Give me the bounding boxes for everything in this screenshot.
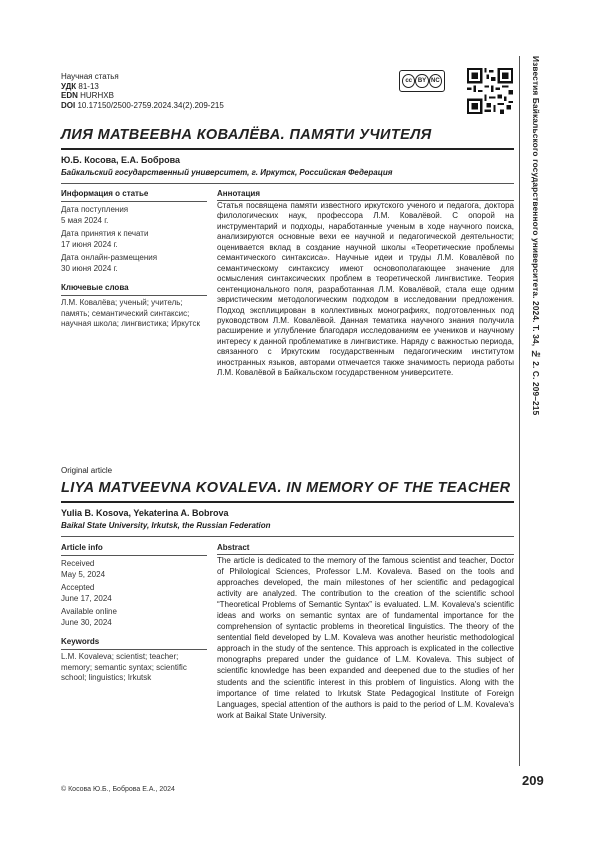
en-title-divider	[61, 501, 514, 503]
ru-keywords: Л.М. Ковалёва; ученый; учитель; память; семантический синтаксис; научная школа; лингвистика; Иркутск	[61, 298, 200, 328]
ru-info-heading: Информация о статье	[61, 189, 149, 198]
ru-affiliation: Байкальский государственный университет, г. Иркутск, Российская Федерация	[61, 168, 393, 177]
en-received-label: Received	[61, 559, 95, 568]
affiliation-divider	[61, 183, 514, 184]
en-keywords-divider	[61, 649, 207, 650]
en-affiliation: Baikal State University, Irkutsk, the Russian Federation	[61, 521, 271, 530]
cc-icon: cc	[402, 74, 415, 88]
ru-accepted-label: Дата принятия к печати	[61, 229, 149, 238]
sidebar-divider	[519, 56, 520, 766]
info-divider	[61, 201, 207, 202]
ru-accepted-date: 17 июня 2024 г.	[61, 239, 118, 249]
ru-authors: Ю.Б. Косова, Е.А. Боброва	[61, 155, 180, 165]
en-abstract: The article is dedicated to the memory of the famous scientist and teacher, Doctor of Philological Sciences, Professor L.M. Kovaleva. Based on the tools and approaches developed, the main milestones of her scientific and pedagogical activity are analyzed. The contribution to the creation of the scientific school “Theoretical Problems of Semantic Syntax” is evaluated. L.M. Kovaleva's scientific ideas and works on semantic syntax are of fundamental importance for the comprehension of syntactic problems in theoretical linguistics. The theory of the sentential field developed by L.M. Kovaleva was another heuristic methodological approach in the study of the sentence. This approach is explicated in the collective monographs prepared under the guidance of L.M. Kovaleva. This subject of scientific knowledge has been expanded and deepened due to the studies of her students and the scientific interest in this problem of linguistics. Along with the importance of time related to Irkutsk State Pedagogical Institute of Foreign Languages, special attention of the authors is paid to the period of L.M. Kovaleva's work at Baikal State University.	[217, 556, 514, 720]
en-article-type: Original article	[61, 466, 113, 475]
ru-online-date: 30 июня 2024 г.	[61, 263, 118, 273]
article-type: Научная статья	[61, 72, 119, 81]
en-keywords-heading: Keywords	[61, 637, 100, 646]
keywords-divider	[61, 295, 207, 296]
en-accepted-date: June 17, 2024	[61, 593, 112, 603]
journal-vertical-title: Известия Байкальского государственного университета. 2024. Т. 34, № 2. С. 209–215	[531, 56, 541, 416]
en-affiliation-divider	[61, 536, 514, 537]
title-divider	[61, 148, 514, 150]
by-icon: BY	[415, 74, 428, 88]
en-abstract-heading: Abstract	[217, 543, 250, 552]
en-title: LIYA MATVEEVNA KOVALEVA. IN MEMORY OF THE TEACHER	[61, 480, 511, 496]
en-accepted-label: Accepted	[61, 583, 95, 592]
edn-line: EDN HURHXB	[61, 91, 114, 101]
en-received-date: May 5, 2024	[61, 569, 106, 579]
doi-line: DOI 10.17150/2500-2759.2024.34(2).209-215	[61, 100, 224, 110]
en-info-heading: Article info	[61, 543, 103, 552]
ru-abstract-heading: Аннотация	[217, 189, 260, 198]
cc-license-badge[interactable]	[399, 70, 445, 92]
udc-line: УДК 81-13	[61, 81, 99, 91]
en-authors: Yulia B. Kosova, Yekaterina A. Bobrova	[61, 508, 229, 518]
en-online-label: Available online	[61, 607, 117, 616]
en-article-info	[61, 543, 207, 684]
ru-article-info	[61, 189, 207, 330]
ru-online-label: Дата онлайн-размещения	[61, 253, 158, 262]
page-number: 209	[522, 773, 544, 788]
qr-code-icon[interactable]	[467, 68, 513, 114]
ru-received-date: 5 мая 2024 г.	[61, 215, 109, 225]
article-header	[61, 72, 224, 110]
ru-title: ЛИЯ МАТВЕЕВНА КОВАЛЁВА. ПАМЯТИ УЧИТЕЛЯ	[61, 127, 432, 143]
en-online-date: June 30, 2024	[61, 617, 112, 627]
ru-received-label: Дата поступления	[61, 205, 129, 214]
ru-abstract: Статья посвящена памяти известного иркутского ученого и педагога, доктора филологических наук, профессора Л.М. Ковалёвой. С опорой на инструментарий и подходы, наработанные ученым в ходе научного поиска, анализируются основные вехи ее научной и педагогической деятельности; оценивается вклад в создание научной школы «Теоретические проблемы семантического синтаксиса». Научные идеи и труды Л.М. Ковалёвой по семантическому синтаксису имеют основополагающее значение для осмысления синтаксических проблем в теоретической лингвистике. Теория сентенционального поля, разработанная Л.М. Ковалёвой, стала еще одним эвристическим методологическим подходом в исследовании предложения. Подход эксплицирован в коллективных монографиях, подготовленных под руководством Л.М. Ковалёвой. Данная тематика научного знания получила расширение и углубление благодаря исследованиям ее учеников и научному интересу к данной проблематике в лингвистике. Наряду с важностью периода, связанного с Иркутским государственным педагогическим институтом иностранных языков, авторами отмечается также значимость периода работы Л.М. Ковалёвой в Байкальском государственном университете.	[217, 201, 514, 378]
copyright: © Косова Ю.Б., Боброва Е.А., 2024	[61, 786, 175, 793]
ru-keywords-heading: Ключевые слова	[61, 283, 129, 292]
nc-icon: NC	[429, 74, 442, 88]
en-info-divider	[61, 555, 207, 556]
en-keywords: L.M. Kovaleva; scientist; teacher; memory; semantic syntax; scientific school; linguistics; Irkutsk	[61, 652, 187, 682]
